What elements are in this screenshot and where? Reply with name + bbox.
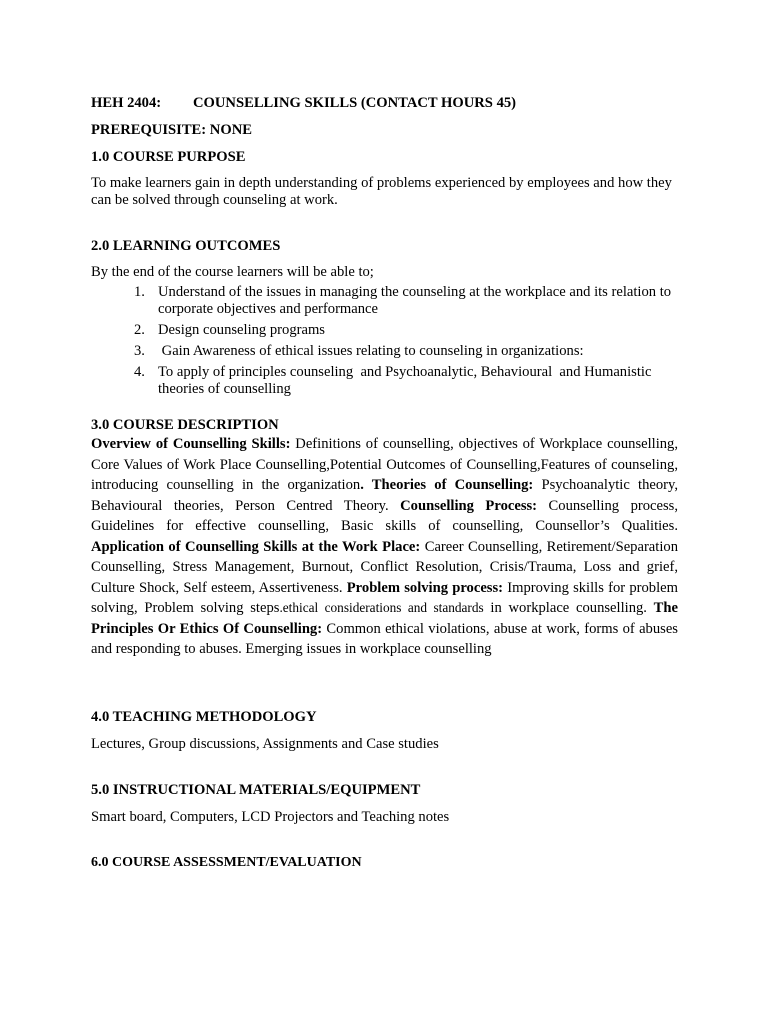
outcome-number: 2. [134, 322, 145, 338]
teaching-text: Lectures, Group discussions, Assignments and Case studies [91, 735, 439, 752]
prerequisite: PREREQUISITE: NONE [91, 122, 252, 138]
problem-solving-label: Problem solving process: [346, 579, 504, 596]
course-header [91, 94, 678, 112]
description-text: Overview of Counselling Skills: Definitions of counselling, objectives of Workplace counselling, Core Values of Work Place Counselling,Potential Outcomes of Counselling,Features of counseling, introducing counselling in the organization. Theories of Counselling: Psychoanalytic theory, Behavioural theories, Person Centred Theory. Counselling Process: Counselling process, Guidelines for effective counselling, Basic skills of counselling, Counsellor’s Qualities. Application of Counselling Skills at the Work Place: Career Counselling, Retirement/Separation Counselling, Stress Management, Burnout, Conflict Resolution, Crisis/Trauma, Loss and grief, Culture Shock, Self esteem, Assertiveness. Problem solving process: Improving skills for problem solving, Problem solving steps.ethical considerations and standards in workplace counselling. The Principles Or Ethics Of Counselling: Common ethical violations, abuse at work, forms of abuses and responding to abuses. Emerging issues in workplace counselling [91, 436, 679, 657]
course-title: COUNSELLING SKILLS (CONTACT HOURS 45) [193, 95, 517, 111]
outcome-text: To apply of principles counseling and Psychoanalytic, Behavioural and Humanistic theories of counselling [158, 364, 656, 397]
outcome-item [91, 284, 678, 318]
materials-heading: 5.0 INSTRUCTIONAL MATERIALS/EQUIPMENT [91, 781, 421, 798]
outcome-item [91, 364, 678, 398]
document-page [91, 94, 678, 872]
outcomes-list [91, 284, 678, 398]
outcome-number: 3. [134, 343, 145, 359]
materials-text: Smart board, Computers, LCD Projectors and Teaching notes [91, 808, 450, 825]
outcome-item [91, 343, 678, 360]
outcomes-intro: By the end of the course learners will be able to; [91, 264, 374, 280]
outcome-item [91, 322, 678, 339]
teaching-heading: 4.0 TEACHING METHODOLOGY [91, 708, 317, 725]
outcome-text: Design counseling programs [158, 322, 325, 338]
outcome-number: 4. [134, 364, 145, 380]
course-code: HEH 2404: [91, 95, 162, 111]
theories-label: Theories of Counselling: [371, 477, 534, 493]
ethics-label: The Principles Or Ethics Of Counselling: [91, 600, 678, 637]
purpose-text: To make learners gain in depth understanding of problems experienced by employees and how they can be solved through counseling at work. [91, 175, 672, 208]
outcome-number: 1. [134, 284, 145, 300]
outcomes-heading: 2.0 LEARNING OUTCOMES [91, 238, 281, 254]
outcome-text: Gain Awareness of ethical issues relating to counseling in organizations: [158, 343, 584, 359]
application-label: Application of Counselling Skills at the Work Place: [91, 538, 421, 555]
assessment-heading: 6.0 COURSE ASSESSMENT/EVALUATION [91, 854, 362, 870]
overview-label: Overview of Counselling Skills: [91, 436, 291, 452]
description-heading: 3.0 COURSE DESCRIPTION [91, 417, 279, 433]
process-label: Counselling Process: [400, 497, 538, 514]
purpose-heading: 1.0 COURSE PURPOSE [91, 149, 246, 165]
outcome-text: Understand of the issues in managing the counseling at the workplace and its relation to corporate objectives and performance [158, 284, 672, 317]
